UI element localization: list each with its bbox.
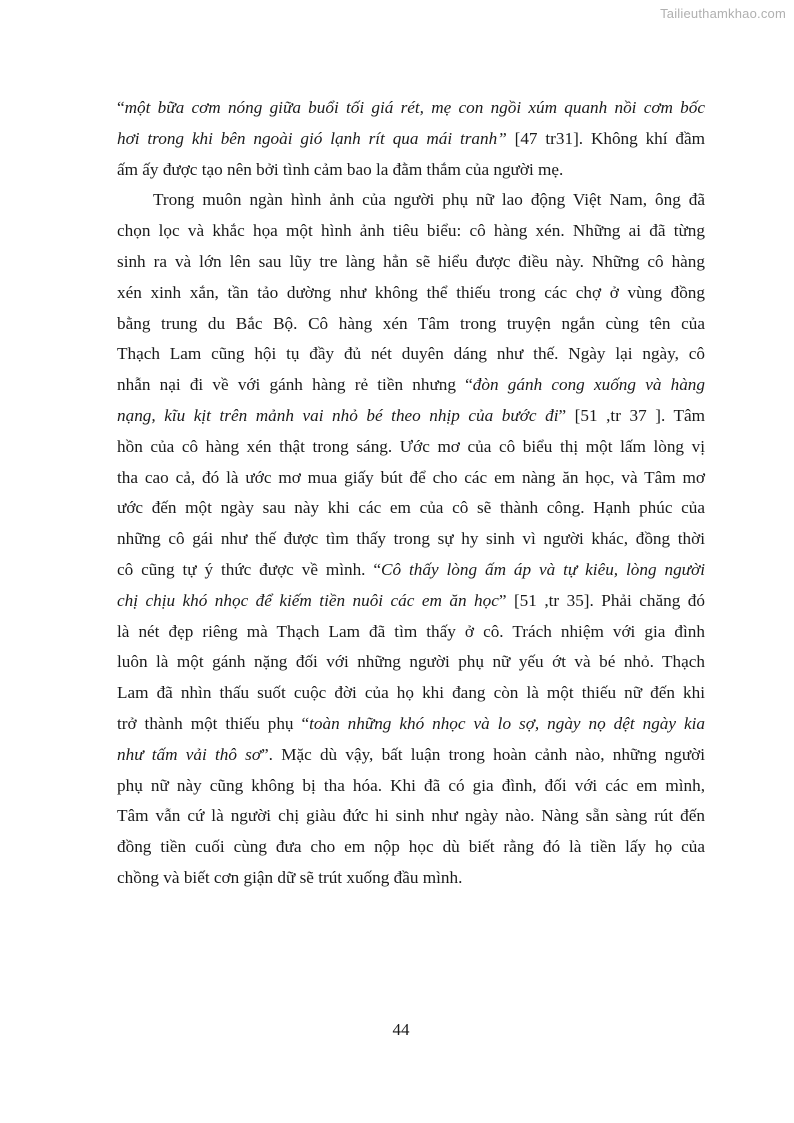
text-line [117, 463, 705, 494]
text-segment: luôn là một gánh nặng đối với những người phụ nữ yếu ớt và bé nhỏ. Thạch [117, 652, 705, 672]
text-segment: xén xinh xắn, tần tảo dường như không thể thiếu trong các chợ ở vùng đồng [117, 282, 705, 302]
text-line [117, 247, 705, 278]
text-segment: ” [51 ,tr 37 ]. Tâm [558, 405, 705, 425]
text-segment: Tâm vẫn cứ là người chị giàu đức hi sinh như ngày nào. Nàng sẵn sàng rút đến [117, 806, 705, 826]
text-segment: bằng trung du Bắc Bộ. Cô hàng xén Tâm trong truyện ngắn cùng tên của [117, 313, 705, 333]
text-line [117, 493, 705, 524]
text-segment: chồng và biết cơn giận dữ sẽ trút xuống đầu mình. [117, 867, 463, 887]
text-line [117, 185, 705, 216]
text-line [117, 278, 705, 309]
text-line [117, 740, 705, 771]
text-line [117, 524, 705, 555]
italic-quote: như tấm vải thô sơ [117, 744, 262, 764]
text-segment: “ [117, 98, 125, 117]
text-line [117, 155, 705, 186]
text-segment: nhẫn nại đi về với gánh hàng rẻ tiền nhưng “ [117, 375, 473, 395]
paragraph-1 [117, 93, 705, 185]
text-segment: ” [51 ,tr 35]. Phải chăng đó [498, 590, 705, 610]
text-line [117, 370, 705, 401]
body-text [117, 93, 705, 894]
text-line [117, 617, 705, 648]
text-line [117, 432, 705, 463]
text-line [117, 832, 705, 863]
text-segment: đồng tiền cuối cùng đưa cho em nộp học dù biết rằng đó là tiền lấy họ của [117, 837, 705, 857]
italic-quote: hơi trong khi bên ngoài gió lạnh rít qua mái tranh” [117, 128, 507, 148]
text-segment: hồn của cô hàng xén thật trong sáng. Ước mơ của cô biểu thị một lấm lòng vị [117, 436, 705, 456]
text-segment: trở thành một thiếu phụ “ [117, 713, 310, 733]
text-line [117, 863, 705, 894]
paragraph-2 [117, 185, 705, 893]
text-line [117, 216, 705, 247]
page-number: 44 [392, 1020, 410, 1039]
text-segment: [47 tr31]. Không khí đầm [506, 128, 705, 148]
italic-quote: Cô thấy lòng ấm áp và tự kiêu, lòng người [381, 559, 705, 579]
text-line [117, 586, 705, 617]
text-segment: Lam đã nhìn thấu suốt cuộc đời của họ khi đang còn là một thiếu nữ đến khi [117, 683, 705, 703]
text-line [117, 401, 705, 432]
italic-quote: đòn gánh cong xuống và hàng [472, 375, 705, 395]
text-line [117, 801, 705, 832]
text-segment: cô cũng tự ý thức được về mình. “ [117, 559, 382, 579]
italic-quote: chị chịu khó nhọc để kiếm tiền nuôi các em ăn học [117, 590, 499, 610]
text-line [117, 709, 705, 740]
text-segment: sinh ra và lớn lên sau lũy tre làng hẳn sẽ hiểu được điều này. Những cô hàng [117, 251, 705, 271]
text-line [117, 771, 705, 802]
text-line [117, 124, 705, 155]
text-segment: những cô gái như thế được tìm thấy trong sự hy sinh vì người khác, đồng thời [117, 529, 705, 549]
watermark: Tailieuthamkhao.com [660, 6, 786, 21]
text-segment: Thạch Lam cũng hội tụ đầy đủ nét duyên dáng như thế. Ngày lại ngày, cô [117, 344, 705, 364]
text-segment: là nét đẹp riêng mà Thạch Lam đã tìm thấy ở cô. Trách nhiệm với gia đình [117, 621, 705, 641]
text-segment: ấm ấy được tạo nên bởi tình cảm bao la đằm thắm của người mẹ. [117, 159, 564, 179]
text-segment: chọn lọc và khắc họa một hình ảnh tiêu biểu: cô hàng xén. Những ai đã từng [117, 221, 705, 241]
italic-quote: một bữa cơm nóng giữa buổi tối giá rét, mẹ con ngồi xúm quanh nồi cơm bốc [124, 98, 705, 117]
text-segment: ”. Mặc dù vậy, bất luận trong hoàn cảnh nào, những người [261, 744, 705, 764]
text-segment: phụ nữ này cũng không bị tha hóa. Khi đã có gia đình, đối với các em mình, [117, 775, 705, 795]
italic-quote: toàn những khó nhọc và lo sợ, ngày nọ dệt ngày kia [309, 713, 705, 733]
text-line [117, 555, 705, 586]
text-segment: Trong muôn ngàn hình ảnh của người phụ nữ lao động Việt Nam, ông đã [153, 190, 705, 210]
text-line [117, 339, 705, 370]
text-line [117, 309, 705, 340]
text-line [117, 647, 705, 678]
text-segment: ước đến một ngày sau này khi các em của cô sẽ thành công. Hạnh phúc của [117, 498, 705, 518]
text-line [117, 678, 705, 709]
text-line [117, 93, 705, 124]
text-segment: tha cao cả, đó là ước mơ mua giấy bút để cho các em nàng ăn học, và Tâm mơ [117, 467, 705, 487]
italic-quote: nạng, kĩu kịt trên mảnh vai nhỏ bé theo nhịp của bước đi [117, 405, 559, 425]
